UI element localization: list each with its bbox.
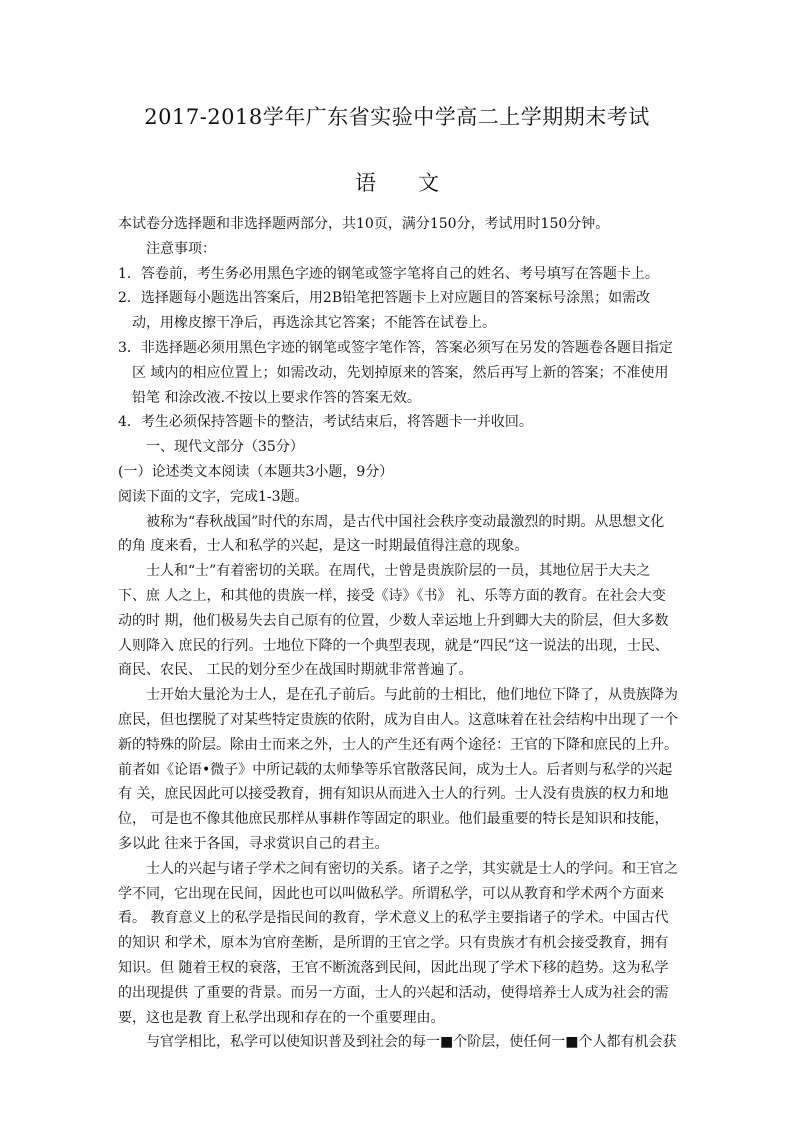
section-heading: 一、现代文部分（35分）: [146, 439, 304, 456]
exam-title: 2017-2018学年广东省实验中学高二上学期期末考试: [144, 105, 650, 129]
exam-body: [118, 212, 678, 1055]
reading-instruction: 阅读下面的文字，完成1-3题。: [118, 488, 309, 505]
passage-paragraph-4: 士人的兴起与诸子学术之间有密切的关系。诸子之学，其实就是士人的学问。和王官之 学不同，它出现在民间，因此也可以叫做私学。所谓私学，可以从教育和学术两个方面来看。 教育意义上的私学是指民间的教育，学术意义上的私学主要指诸子的学术。中国古代的知识 和学术，原本为官府垄断，是所谓的王官之学。只有贵族才有机会接受教育，拥有知识。但 随着王权的衰落，王官不断流落到民间，因此出现了学术下移的趋势。这为私学的出现提供 了重要的背景。而另一方面，士人的兴起和活动，使得培养士人成为社会的需要，这也是教 育上私学出现和存在的一个重要理由。: [118, 860, 678, 1026]
notice-item-4: 4．考生必须保持答题卡的整洁，考试结束后，将答题卡一并收回。: [118, 414, 533, 431]
notice-heading: 注意事项：: [146, 240, 216, 257]
notice-item-1: 1．答卷前，考生务必用黑色字迹的钢笔或签字笔将自己的姓名、考号填写在答题卡上。: [118, 265, 659, 282]
exam-intro: 本试卷分选择题和非选择题两部分，共10页，满分150分，考试用时150分钟。: [118, 216, 610, 232]
notice-item-3: 3．非选择题必须用黑色字迹的钢笔或签字笔作答，答案必须写在另发的答题卷各题目指定区 域内的相应位置上；如需改动，先划掉原来的答案，然后再写上新的答案；不准使用铅笔 和涂改液.不按以上要求作答的答案无效。: [118, 339, 673, 406]
subject-heading: 语 文: [355, 171, 439, 195]
notice-item-2: 2．选择题每小题选出答案后，用2B铅笔把答题卡上对应题目的答案标号涂黑；如需改动，用橡皮擦干净后，再选涂其它答案；不能答在试卷上。: [118, 290, 651, 332]
passage-paragraph-1: 被称为“春秋战国”时代的东周，是古代中国社会秩序变动最激烈的时期。从思想文化的角 度来看，士人和私学的兴起，是这一时期最值得注意的现象。: [118, 513, 665, 555]
passage-paragraph-2: 士人和“士”有着密切的关联。在周代，士曾是贵族阶层的一员，其地位居于大夫之下、庶 人之上，和其他的贵族一样，接受《诗》《书》 礼、乐等方面的教育。在社会大变动的时 期，他们极易失去自己原有的位置，少数人幸运地上升到卿大夫的阶层，但大多数人则降入 庶民的行列。士地位下降的一个典型表现，就是“四民”这一说法的出现，士民、商民、农民、 工民的划分至少在战国时期就非常普遍了。: [118, 563, 669, 679]
subsection-heading: (一）论述类文本阅读（本题共3小题，9分）: [118, 463, 394, 480]
passage-paragraph-5: 与官学相比，私学可以使知识普及到社会的每一■个阶层，使任何一■个人都有机会获: [146, 1034, 677, 1051]
passage-paragraph-3: 士开始大量沦为士人，是在孔子前后。与此前的士相比，他们地位下降了，从贵族降为 庶民，但也摆脱了对某些特定贵族的依附，成为自由人。这意味着在社会结构中出现了一个 新的特殊的阶层。除由士而来之外，士人的产生还有两个途径：王官的下降和庶民的上升。 前者如《论语•微子》中所记载的太师挚等乐官散落民间，成为士人。后者则与私学的兴起有 关，庶民因此可以接受教育，拥有知识从而进入士人的行列。士人没有贵族的权力和地位， 可是也不像其他庶民那样从事耕作等固定的职业。他们最重要的特长是知识和技能，多以此 往来于各国，寻求赏识自己的君主。: [118, 687, 678, 852]
